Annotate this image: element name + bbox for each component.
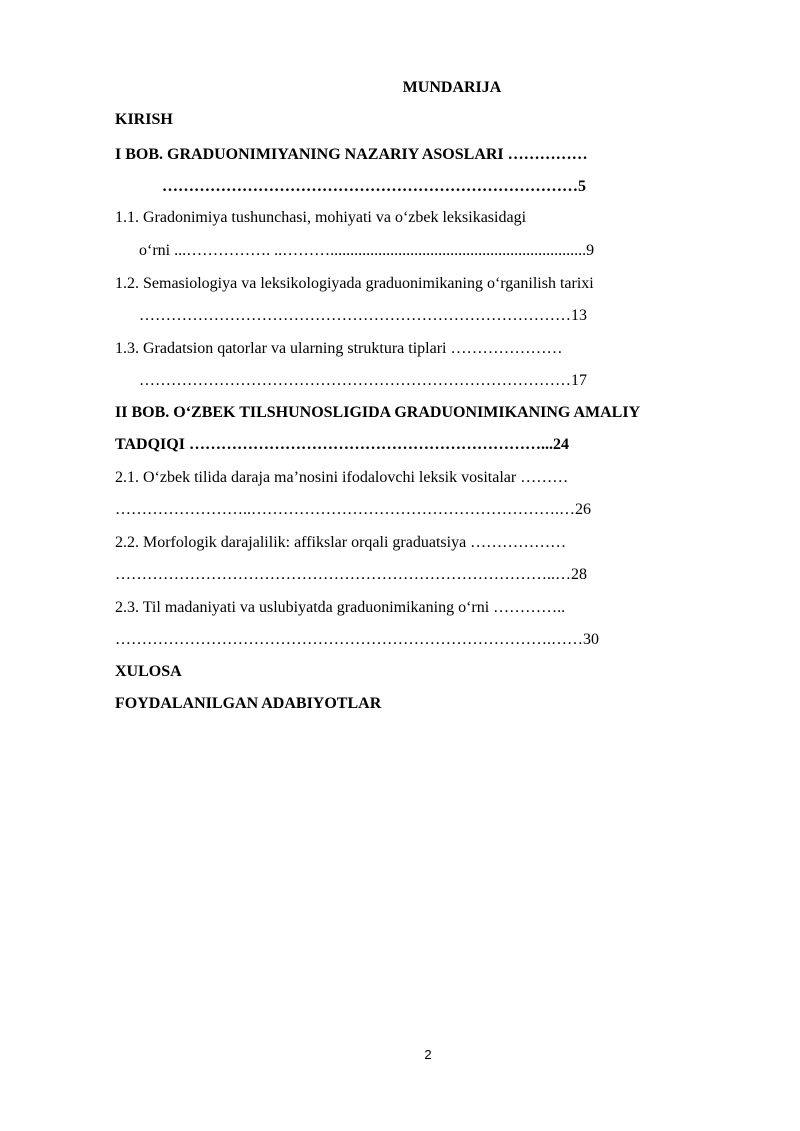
toc-section-2-3-leader: ……………………………………………………………………….……30 [115,631,599,648]
toc-section-2-2-leader: ………………………………………………………………………..…28 [115,566,587,583]
toc-section-1-3-leader: ………………………………………………………………………17 [139,372,587,389]
toc-section-1-1: 1.1. Gradonimiya tushunchasi, mohiyati va o‘zbek leksikasidagi [115,209,527,226]
toc-section-2-1-leader: ……………………..………………………………………………….…26 [115,501,591,518]
toc-section-2-1: 2.1. O‘zbek tilida daraja ma’nosini ifodalovchi leksik vositalar ……… [115,469,569,486]
toc-title: MUNDARIJA [402,79,502,96]
toc-entry-xulosa: XULOSA [115,663,182,680]
page-number: 2 [424,1047,432,1062]
toc-entry-kirish: KIRISH [115,111,173,128]
toc-section-2-2: 2.2. Morfologik darajalilik: affikslar orqali graduatsiya ……………… [115,534,567,551]
toc-chapter1-heading: I BOB. GRADUONIMIYANING NAZARIY ASOSLARI …………… [115,146,588,163]
toc-section-1-2-leader: ………………………………………………………………………13 [139,307,587,324]
toc-chapter2-leader: TADQIQI …………………………………………………………...24 [115,436,569,453]
toc-section-1-3: 1.3. Gradatsion qatorlar va ularning struktura tiplari ………………… [115,340,563,357]
toc-section-2-3: 2.3. Til madaniyati va uslubiyatda graduonimikaning o‘rni ………….. [115,599,566,616]
toc-chapter1-leader: ……………………………………………………………………5 [162,178,586,195]
toc-section-1-1-leader: o‘rni ...……………. ..………................................................................9 [139,242,595,259]
toc-entry-adabiyotlar: FOYDALANILGAN ADABIYOTLAR [115,695,382,712]
toc-section-1-2: 1.2. Semasiologiya va leksikologiyada graduonimikaning o‘rganilish tarixi [115,275,594,292]
toc-chapter2-heading: II BOB. O‘ZBEK TILSHUNOSLIGIDA GRADUONIMIKANING AMALIY [115,404,641,421]
